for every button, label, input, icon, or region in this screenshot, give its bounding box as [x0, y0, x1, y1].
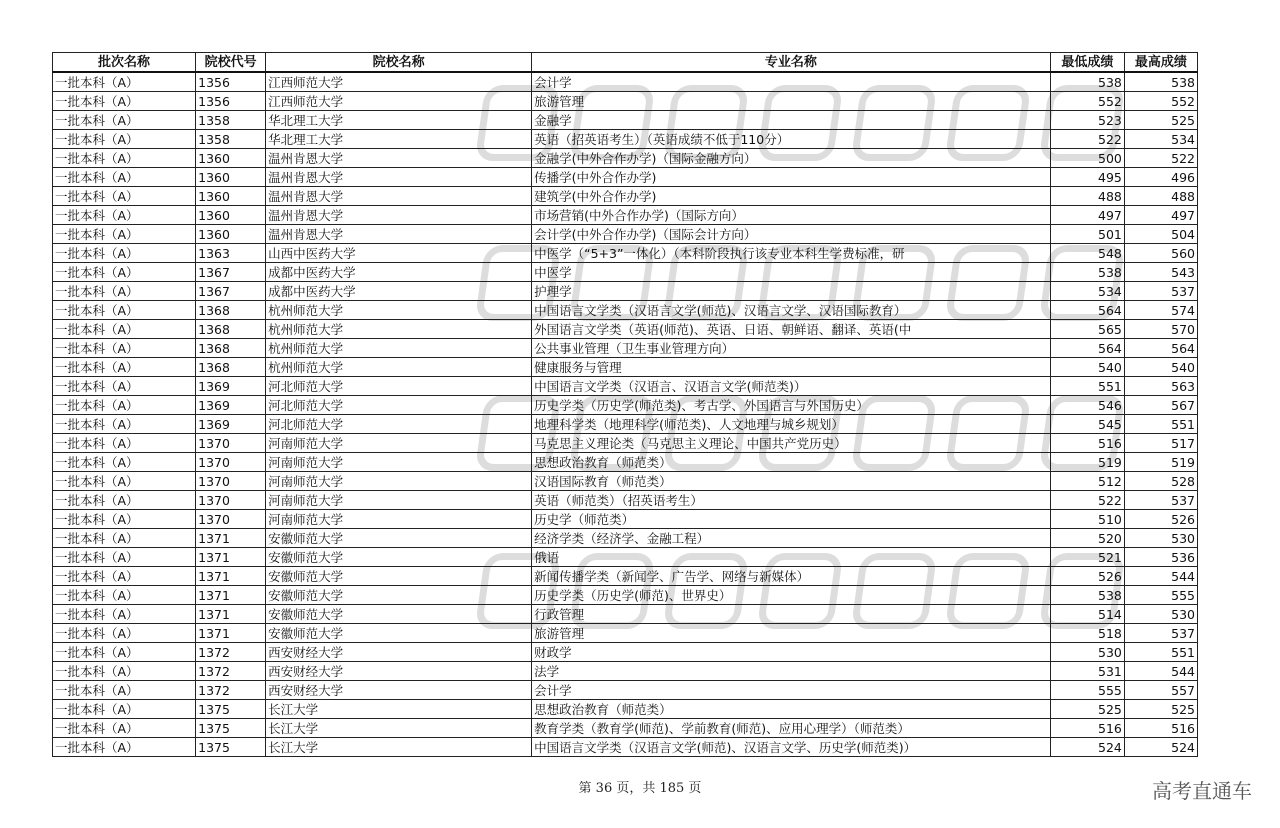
cell-min-score: 500: [1050, 149, 1124, 168]
cell-batch: 一批本科（A）: [53, 225, 196, 244]
cell-major-name: 财政学: [532, 643, 1051, 662]
cell-major-name: 新闻传播学类（新闻学、广告学、网络与新媒体）: [532, 567, 1051, 586]
cell-batch: 一批本科（A）: [53, 472, 196, 491]
table-row: [53, 491, 1198, 510]
cell-max-score: 557: [1124, 681, 1197, 700]
cell-batch: 一批本科（A）: [53, 282, 196, 301]
cell-major-name: 会计学: [532, 72, 1051, 92]
table-row: [53, 510, 1198, 529]
cell-batch: 一批本科（A）: [53, 529, 196, 548]
header-major-name: 专业名称: [532, 53, 1051, 73]
cell-min-score: 501: [1050, 225, 1124, 244]
cell-max-score: 540: [1124, 358, 1197, 377]
cell-batch: 一批本科（A）: [53, 168, 196, 187]
cell-school-code: 1368: [196, 301, 266, 320]
table-row: [53, 396, 1198, 415]
table-row: [53, 339, 1198, 358]
cell-major-name: 法学: [532, 662, 1051, 681]
cell-max-score: 496: [1124, 168, 1197, 187]
cell-school-name: 安徽师范大学: [266, 624, 532, 643]
cell-batch: 一批本科（A）: [53, 149, 196, 168]
cell-min-score: 512: [1050, 472, 1124, 491]
cell-school-name: 西安财经大学: [266, 643, 532, 662]
cell-school-name: 河南师范大学: [266, 510, 532, 529]
cell-major-name: 护理学: [532, 282, 1051, 301]
cell-major-name: 地理科学类（地理科学(师范类)、人文地理与城乡规划）: [532, 415, 1051, 434]
cell-school-name: 河南师范大学: [266, 434, 532, 453]
cell-major-name: 金融学(中外合作办学)（国际金融方向）: [532, 149, 1051, 168]
cell-min-score: 564: [1050, 339, 1124, 358]
cell-min-score: 520: [1050, 529, 1124, 548]
cell-major-name: 英语（招英语考生）（英语成绩不低于110分）: [532, 130, 1051, 149]
cell-school-code: 1370: [196, 434, 266, 453]
cell-major-name: 金融学: [532, 111, 1051, 130]
cell-max-score: 570: [1124, 320, 1197, 339]
cell-max-score: 534: [1124, 130, 1197, 149]
cell-min-score: 530: [1050, 643, 1124, 662]
cell-min-score: 565: [1050, 320, 1124, 339]
cell-max-score: 516: [1124, 719, 1197, 738]
cell-min-score: 531: [1050, 662, 1124, 681]
cell-school-code: 1371: [196, 586, 266, 605]
cell-school-name: 温州肯恩大学: [266, 149, 532, 168]
cell-max-score: 560: [1124, 244, 1197, 263]
cell-school-code: 1368: [196, 358, 266, 377]
cell-school-name: 安徽师范大学: [266, 529, 532, 548]
cell-school-code: 1372: [196, 681, 266, 700]
cell-school-name: 河南师范大学: [266, 453, 532, 472]
table-row: [53, 130, 1198, 149]
cell-school-code: 1371: [196, 624, 266, 643]
cell-max-score: 537: [1124, 491, 1197, 510]
cell-max-score: 537: [1124, 624, 1197, 643]
cell-min-score: 521: [1050, 548, 1124, 567]
cell-school-name: 长江大学: [266, 719, 532, 738]
cell-min-score: 516: [1050, 434, 1124, 453]
table-row: [53, 168, 1198, 187]
cell-batch: 一批本科（A）: [53, 662, 196, 681]
table-header-row: [53, 53, 1198, 73]
cell-school-name: 河北师范大学: [266, 396, 532, 415]
cell-school-code: 1360: [196, 225, 266, 244]
cell-major-name: 会计学(中外合作办学)（国际会计方向）: [532, 225, 1051, 244]
cell-batch: 一批本科（A）: [53, 605, 196, 624]
cell-max-score: 488: [1124, 187, 1197, 206]
cell-min-score: 538: [1050, 586, 1124, 605]
cell-batch: 一批本科（A）: [53, 206, 196, 225]
cell-school-code: 1371: [196, 605, 266, 624]
cell-major-name: 中医学（“5+3”一体化）（本科阶段执行该专业本科生学费标准，研: [532, 244, 1051, 263]
cell-max-score: 564: [1124, 339, 1197, 358]
cell-major-name: 中国语言文学类（汉语言文学(师范)、汉语言文学、汉语国际教育）: [532, 301, 1051, 320]
table-row: [53, 567, 1198, 586]
cell-school-code: 1369: [196, 396, 266, 415]
cell-batch: 一批本科（A）: [53, 643, 196, 662]
cell-max-score: 543: [1124, 263, 1197, 282]
cell-min-score: 510: [1050, 510, 1124, 529]
cell-school-name: 安徽师范大学: [266, 548, 532, 567]
cell-school-name: 安徽师范大学: [266, 567, 532, 586]
cell-min-score: 534: [1050, 282, 1124, 301]
cell-min-score: 488: [1050, 187, 1124, 206]
cell-school-name: 温州肯恩大学: [266, 225, 532, 244]
cell-school-code: 1368: [196, 339, 266, 358]
cell-major-name: 公共事业管理（卫生事业管理方向）: [532, 339, 1051, 358]
cell-batch: 一批本科（A）: [53, 491, 196, 510]
cell-max-score: 555: [1124, 586, 1197, 605]
cell-batch: 一批本科（A）: [53, 320, 196, 339]
cell-school-code: 1358: [196, 111, 266, 130]
cell-batch: 一批本科（A）: [53, 624, 196, 643]
cell-major-name: 教育学类（教育学(师范)、学前教育(师范)、应用心理学）（师范类）: [532, 719, 1051, 738]
cell-school-code: 1358: [196, 130, 266, 149]
table-row: [53, 700, 1198, 719]
cell-max-score: 530: [1124, 529, 1197, 548]
cell-min-score: 495: [1050, 168, 1124, 187]
cell-batch: 一批本科（A）: [53, 72, 196, 92]
cell-min-score: 519: [1050, 453, 1124, 472]
cell-max-score: 563: [1124, 377, 1197, 396]
header-school-code: 院校代号: [196, 53, 266, 73]
table-row: [53, 244, 1198, 263]
cell-major-name: 中国语言文学类（汉语言文学(师范)、汉语言文学、历史学(师范类)）: [532, 738, 1051, 757]
cell-school-code: 1367: [196, 282, 266, 301]
cell-school-name: 成都中医药大学: [266, 282, 532, 301]
cell-major-name: 思想政治教育（师范类）: [532, 700, 1051, 719]
cell-batch: 一批本科（A）: [53, 377, 196, 396]
cell-school-name: 安徽师范大学: [266, 605, 532, 624]
cell-school-code: 1370: [196, 472, 266, 491]
cell-min-score: 546: [1050, 396, 1124, 415]
cell-batch: 一批本科（A）: [53, 187, 196, 206]
cell-max-score: 504: [1124, 225, 1197, 244]
cell-max-score: 536: [1124, 548, 1197, 567]
cell-major-name: 市场营销(中外合作办学)（国际方向）: [532, 206, 1051, 225]
table-row: [53, 206, 1198, 225]
cell-min-score: 514: [1050, 605, 1124, 624]
cell-batch: 一批本科（A）: [53, 738, 196, 757]
table-row: [53, 719, 1198, 738]
cell-min-score: 524: [1050, 738, 1124, 757]
cell-school-code: 1375: [196, 700, 266, 719]
cell-min-score: 540: [1050, 358, 1124, 377]
cell-major-name: 马克思主义理论类（马克思主义理论、中国共产党历史）: [532, 434, 1051, 453]
table-row: [53, 263, 1198, 282]
header-max-score: 最高成绩: [1124, 53, 1197, 73]
cell-max-score: 519: [1124, 453, 1197, 472]
cell-batch: 一批本科（A）: [53, 548, 196, 567]
cell-school-code: 1371: [196, 529, 266, 548]
cell-school-code: 1375: [196, 719, 266, 738]
cell-min-score: 538: [1050, 72, 1124, 92]
cell-major-name: 旅游管理: [532, 624, 1051, 643]
table-row: [53, 529, 1198, 548]
table-row: [53, 548, 1198, 567]
cell-batch: 一批本科（A）: [53, 453, 196, 472]
cell-batch: 一批本科（A）: [53, 244, 196, 263]
cell-max-score: 544: [1124, 662, 1197, 681]
cell-max-score: 517: [1124, 434, 1197, 453]
header-school-name: 院校名称: [266, 53, 532, 73]
table-row: [53, 453, 1198, 472]
cell-school-name: 西安财经大学: [266, 681, 532, 700]
cell-min-score: 552: [1050, 92, 1124, 111]
cell-school-code: 1360: [196, 187, 266, 206]
table-row: [53, 662, 1198, 681]
cell-major-name: 经济学类（经济学、金融工程）: [532, 529, 1051, 548]
cell-batch: 一批本科（A）: [53, 700, 196, 719]
cell-max-score: 528: [1124, 472, 1197, 491]
cell-min-score: 551: [1050, 377, 1124, 396]
cell-major-name: 思想政治教育（师范类）: [532, 453, 1051, 472]
cell-batch: 一批本科（A）: [53, 111, 196, 130]
cell-min-score: 518: [1050, 624, 1124, 643]
cell-major-name: 外国语言文学类（英语(师范)、英语、日语、朝鲜语、翻译、英语(中: [532, 320, 1051, 339]
table-row: [53, 586, 1198, 605]
cell-batch: 一批本科（A）: [53, 92, 196, 111]
cell-school-code: 1356: [196, 72, 266, 92]
cell-max-score: 574: [1124, 301, 1197, 320]
cell-school-code: 1372: [196, 662, 266, 681]
cell-school-name: 西安财经大学: [266, 662, 532, 681]
cell-major-name: 历史学（师范类）: [532, 510, 1051, 529]
cell-school-code: 1360: [196, 168, 266, 187]
cell-max-score: 524: [1124, 738, 1197, 757]
table-row: [53, 643, 1198, 662]
cell-max-score: 530: [1124, 605, 1197, 624]
cell-major-name: 健康服务与管理: [532, 358, 1051, 377]
cell-max-score: 537: [1124, 282, 1197, 301]
cell-school-name: 华北理工大学: [266, 111, 532, 130]
cell-school-code: 1360: [196, 149, 266, 168]
cell-min-score: 538: [1050, 263, 1124, 282]
cell-max-score: 567: [1124, 396, 1197, 415]
cell-major-name: 中医学: [532, 263, 1051, 282]
table-row: [53, 282, 1198, 301]
cell-max-score: 497: [1124, 206, 1197, 225]
table-row: [53, 225, 1198, 244]
cell-major-name: 旅游管理: [532, 92, 1051, 111]
cell-school-name: 河北师范大学: [266, 377, 532, 396]
cell-school-name: 河北师范大学: [266, 415, 532, 434]
table-row: [53, 605, 1198, 624]
cell-min-score: 522: [1050, 491, 1124, 510]
table-row: [53, 111, 1198, 130]
cell-school-name: 江西师范大学: [266, 72, 532, 92]
cell-batch: 一批本科（A）: [53, 358, 196, 377]
table-row: [53, 415, 1198, 434]
cell-major-name: 英语（师范类）（招英语考生）: [532, 491, 1051, 510]
cell-school-code: 1368: [196, 320, 266, 339]
cell-school-name: 华北理工大学: [266, 130, 532, 149]
cell-major-name: 中国语言文学类（汉语言、汉语言文学(师范类)）: [532, 377, 1051, 396]
cell-batch: 一批本科（A）: [53, 586, 196, 605]
header-min-score: 最低成绩: [1050, 53, 1124, 73]
cell-max-score: 522: [1124, 149, 1197, 168]
cell-school-code: 1372: [196, 643, 266, 662]
cell-major-name: 汉语国际教育（师范类）: [532, 472, 1051, 491]
cell-school-code: 1371: [196, 567, 266, 586]
cell-school-code: 1367: [196, 263, 266, 282]
cell-min-score: 525: [1050, 700, 1124, 719]
brand-watermark-text: 高考直通车: [1152, 779, 1252, 803]
page-number: 第 36 页，共 185 页: [578, 781, 702, 796]
cell-batch: 一批本科（A）: [53, 719, 196, 738]
cell-major-name: 建筑学(中外合作办学): [532, 187, 1051, 206]
cell-batch: 一批本科（A）: [53, 567, 196, 586]
cell-major-name: 历史学类（历史学(师范类)、考古学、外国语言与外国历史）: [532, 396, 1051, 415]
table-row: [53, 434, 1198, 453]
cell-batch: 一批本科（A）: [53, 339, 196, 358]
cell-min-score: 526: [1050, 567, 1124, 586]
table-body: [53, 72, 1198, 757]
cell-school-code: 1370: [196, 491, 266, 510]
cell-major-name: 行政管理: [532, 605, 1051, 624]
cell-school-code: 1369: [196, 377, 266, 396]
cell-max-score: 551: [1124, 415, 1197, 434]
cell-school-name: 河南师范大学: [266, 472, 532, 491]
cell-school-name: 河南师范大学: [266, 491, 532, 510]
table-row: [53, 149, 1198, 168]
cell-school-code: 1356: [196, 92, 266, 111]
cell-school-name: 杭州师范大学: [266, 339, 532, 358]
cell-batch: 一批本科（A）: [53, 434, 196, 453]
cell-batch: 一批本科（A）: [53, 681, 196, 700]
header-batch: 批次名称: [53, 53, 196, 73]
table-row: [53, 377, 1198, 396]
cell-school-name: 杭州师范大学: [266, 301, 532, 320]
cell-school-name: 长江大学: [266, 738, 532, 757]
table-row: [53, 358, 1198, 377]
table-row: [53, 681, 1198, 700]
cell-major-name: 历史学类（历史学(师范)、世界史）: [532, 586, 1051, 605]
cell-min-score: 545: [1050, 415, 1124, 434]
cell-school-code: 1370: [196, 453, 266, 472]
cell-batch: 一批本科（A）: [53, 301, 196, 320]
cell-school-code: 1363: [196, 244, 266, 263]
cell-major-name: 传播学(中外合作办学): [532, 168, 1051, 187]
cell-batch: 一批本科（A）: [53, 263, 196, 282]
cell-school-name: 杭州师范大学: [266, 358, 532, 377]
cell-major-name: 俄语: [532, 548, 1051, 567]
cell-school-name: 温州肯恩大学: [266, 206, 532, 225]
cell-max-score: 551: [1124, 643, 1197, 662]
cell-min-score: 564: [1050, 301, 1124, 320]
table-row: [53, 92, 1198, 111]
table-row: [53, 320, 1198, 339]
table-row: [53, 624, 1198, 643]
cell-school-name: 成都中医药大学: [266, 263, 532, 282]
cell-school-code: 1371: [196, 548, 266, 567]
cell-school-name: 杭州师范大学: [266, 320, 532, 339]
admission-scores-table: [52, 52, 1198, 757]
cell-school-name: 江西师范大学: [266, 92, 532, 111]
cell-major-name: 会计学: [532, 681, 1051, 700]
cell-school-name: 温州肯恩大学: [266, 168, 532, 187]
cell-school-name: 长江大学: [266, 700, 532, 719]
cell-school-name: 温州肯恩大学: [266, 187, 532, 206]
cell-max-score: 552: [1124, 92, 1197, 111]
cell-batch: 一批本科（A）: [53, 510, 196, 529]
cell-school-name: 山西中医药大学: [266, 244, 532, 263]
cell-min-score: 548: [1050, 244, 1124, 263]
cell-batch: 一批本科（A）: [53, 415, 196, 434]
table-row: [53, 187, 1198, 206]
table-row: [53, 738, 1198, 757]
cell-school-name: 安徽师范大学: [266, 586, 532, 605]
cell-batch: 一批本科（A）: [53, 130, 196, 149]
table-row: [53, 472, 1198, 491]
cell-max-score: 525: [1124, 111, 1197, 130]
cell-max-score: 538: [1124, 72, 1197, 92]
cell-school-code: 1360: [196, 206, 266, 225]
table-row: [53, 72, 1198, 92]
cell-min-score: 522: [1050, 130, 1124, 149]
cell-min-score: 497: [1050, 206, 1124, 225]
cell-school-code: 1375: [196, 738, 266, 757]
cell-max-score: 544: [1124, 567, 1197, 586]
cell-school-code: 1369: [196, 415, 266, 434]
cell-max-score: 525: [1124, 700, 1197, 719]
table-row: [53, 301, 1198, 320]
cell-min-score: 516: [1050, 719, 1124, 738]
cell-school-code: 1370: [196, 510, 266, 529]
cell-batch: 一批本科（A）: [53, 396, 196, 415]
cell-min-score: 555: [1050, 681, 1124, 700]
cell-max-score: 526: [1124, 510, 1197, 529]
cell-min-score: 523: [1050, 111, 1124, 130]
